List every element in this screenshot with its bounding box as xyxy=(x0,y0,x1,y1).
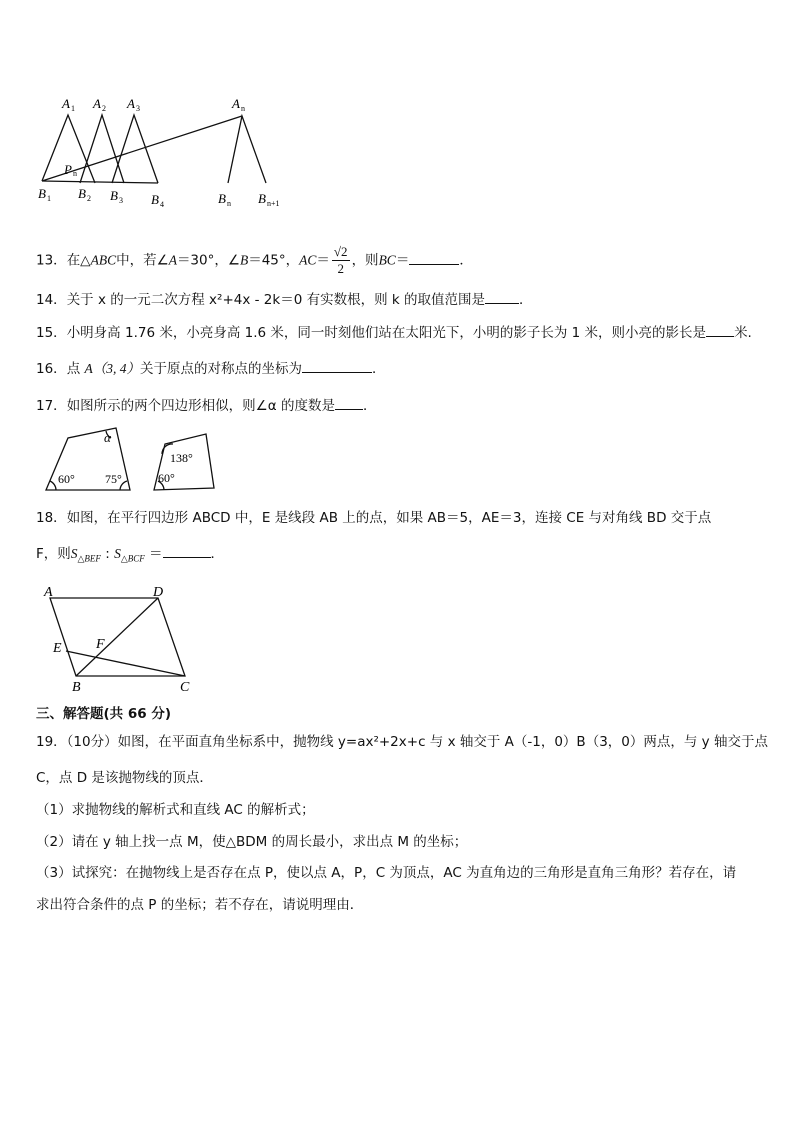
label-b3-sub: 3 xyxy=(119,196,123,205)
q13-text2: 中，若∠ xyxy=(116,252,169,269)
label-b2: B xyxy=(78,186,86,201)
q14-text: 关于 x 的一元二次方程 x²+4x - 2k＝0 有实数根，则 k 的取值范围是 xyxy=(66,292,485,308)
q13-bc: BC xyxy=(378,252,396,268)
p-label: P xyxy=(64,162,72,177)
q13-frac-top: √2 xyxy=(333,244,348,259)
q18-eq: ＝ xyxy=(144,546,163,562)
q13-text6: ，则 xyxy=(351,252,379,269)
question-19-part1: （1）求抛物线的解析式和直线 AC 的解析式； xyxy=(36,802,315,818)
parallelogram-figure xyxy=(40,580,200,695)
label-b3: B xyxy=(110,188,118,203)
angle-138: 138° xyxy=(170,451,193,465)
q16-number: 16． xyxy=(36,361,67,377)
q13-ac: AC xyxy=(299,252,317,268)
q18-colon: : xyxy=(100,546,115,562)
q15-answer-blank[interactable] xyxy=(706,322,734,337)
label-b2-sub: 2 xyxy=(87,194,91,203)
label-b1-sub: 1 xyxy=(47,194,51,203)
label-b: B xyxy=(72,680,81,695)
q14-number: 14． xyxy=(36,292,67,308)
question-14 xyxy=(36,289,532,310)
label-b4-sub: 4 xyxy=(160,200,164,209)
q14-answer-blank[interactable] xyxy=(485,289,519,304)
label-a1-sub: 1 xyxy=(71,104,75,113)
label-c: C xyxy=(180,680,190,695)
question-18-line1 xyxy=(36,508,711,528)
q17-answer-blank[interactable] xyxy=(335,395,363,410)
q16-answer-blank[interactable] xyxy=(302,358,372,373)
q13-text4: ＝45°， xyxy=(248,252,300,269)
question-19-part3: （3）试探究：在抛物线上是否存在点 P，使以点 A，P，C 为顶点，AC 为直角边的三角形是直角三角形？若存在，请 xyxy=(36,865,737,881)
triangles-figure xyxy=(30,88,300,216)
q15-number: 15． xyxy=(36,325,67,341)
q18-answer-blank[interactable] xyxy=(163,543,211,558)
similar-quadrilaterals-figure xyxy=(40,424,230,494)
q18-s1-sub: △BEF xyxy=(77,553,101,564)
label-e: E xyxy=(53,641,62,656)
label-bn-sub: n xyxy=(227,199,231,208)
q13-answer-blank[interactable] xyxy=(409,250,459,265)
q18-line1-text: 如图，在平行四边形 ABCD 中，E 是线段 AB 上的点，如果 AB＝5，AE＝3，连接 CE 与对角线 BD 交于点 xyxy=(66,510,712,526)
q17-text: 如图所示的两个四边形相似，则∠α 的度数是 xyxy=(66,398,335,414)
label-a3: A xyxy=(127,96,135,111)
q16-text2: 关于原点的对称点的坐标为 xyxy=(139,361,302,377)
question-19-part4: 求出符合条件的点 P 的坐标；若不存在，请说明理由． xyxy=(36,897,364,913)
q14-end: ． xyxy=(518,292,533,308)
label-a1: A xyxy=(62,96,70,111)
q13-text5: ＝ xyxy=(316,252,330,269)
label-an-sub: n xyxy=(241,104,245,113)
q13-a: A xyxy=(168,252,177,268)
label-b4: B xyxy=(151,192,159,207)
angle-60-left: 60° xyxy=(58,472,75,486)
section-heading: 三、解答题(共 66 分) xyxy=(36,706,172,722)
label-a2: A xyxy=(93,96,101,111)
label-bn1-sub: n+1 xyxy=(267,199,280,208)
angle-60-right: 60° xyxy=(158,471,175,485)
q16-end: ． xyxy=(371,361,386,377)
q13-end: ． xyxy=(459,252,473,269)
q13-abc: ABC xyxy=(90,252,117,268)
label-a3-sub: 3 xyxy=(136,104,140,113)
q17-end: ． xyxy=(362,398,377,414)
q13-frac-bottom: 2 xyxy=(337,261,344,276)
q18-number: 18． xyxy=(36,510,67,526)
q13-text7: ＝ xyxy=(395,252,410,269)
q13-number: 13． xyxy=(36,252,67,269)
q17-number: 17． xyxy=(36,398,67,414)
q16-point: A（3, 4） xyxy=(84,361,140,376)
question-16 xyxy=(36,358,385,379)
label-a: A xyxy=(44,585,53,600)
label-f: F xyxy=(96,637,105,652)
q18-s2: S xyxy=(114,546,121,561)
q15-end: 米. xyxy=(734,325,752,341)
q18-line2-pre: F，则 xyxy=(36,546,71,562)
question-18-line2 xyxy=(36,543,224,569)
question-13 xyxy=(36,244,473,277)
label-an: A xyxy=(232,96,240,111)
angle-75: 75° xyxy=(105,472,122,486)
question-15 xyxy=(36,322,752,343)
question-19-line2: C，点 D 是该抛物线的顶点． xyxy=(36,770,213,786)
label-a2-sub: 2 xyxy=(102,104,106,113)
q13-b: B xyxy=(239,252,249,268)
q18-s1: S xyxy=(70,546,78,561)
q13-text1: 在△ xyxy=(66,252,91,269)
alpha-label: α xyxy=(104,430,111,445)
q18-end: ． xyxy=(210,546,225,562)
label-bn1: B xyxy=(258,191,266,206)
label-b1: B xyxy=(38,186,46,201)
p-sub: n xyxy=(73,169,77,178)
label-bn: B xyxy=(218,191,226,206)
question-17 xyxy=(36,395,376,416)
question-19-line1: 19．（10分）如图，在平面直角坐标系中，抛物线 y=ax²+2x+c 与 x 轴交于 A（-1，0）B（3，0）两点，与 y 轴交于点 xyxy=(36,734,768,750)
q18-s2-sub: △BCF xyxy=(120,553,145,564)
question-19-part2: （2）请在 y 轴上找一点 M，使△BDM 的周长最小，求出点 M 的坐标； xyxy=(36,834,468,850)
q16-text1: 点 xyxy=(66,361,81,377)
q15-text: 小明身高 1.76 米，小亮身高 1.6 米，同一时刻他们站在太阳光下，小明的影子长为 1 米，则小亮的影长是 xyxy=(66,325,707,341)
label-d: D xyxy=(153,585,164,600)
q13-text3: ＝30°，∠ xyxy=(176,252,240,269)
q13-fraction xyxy=(332,244,350,277)
